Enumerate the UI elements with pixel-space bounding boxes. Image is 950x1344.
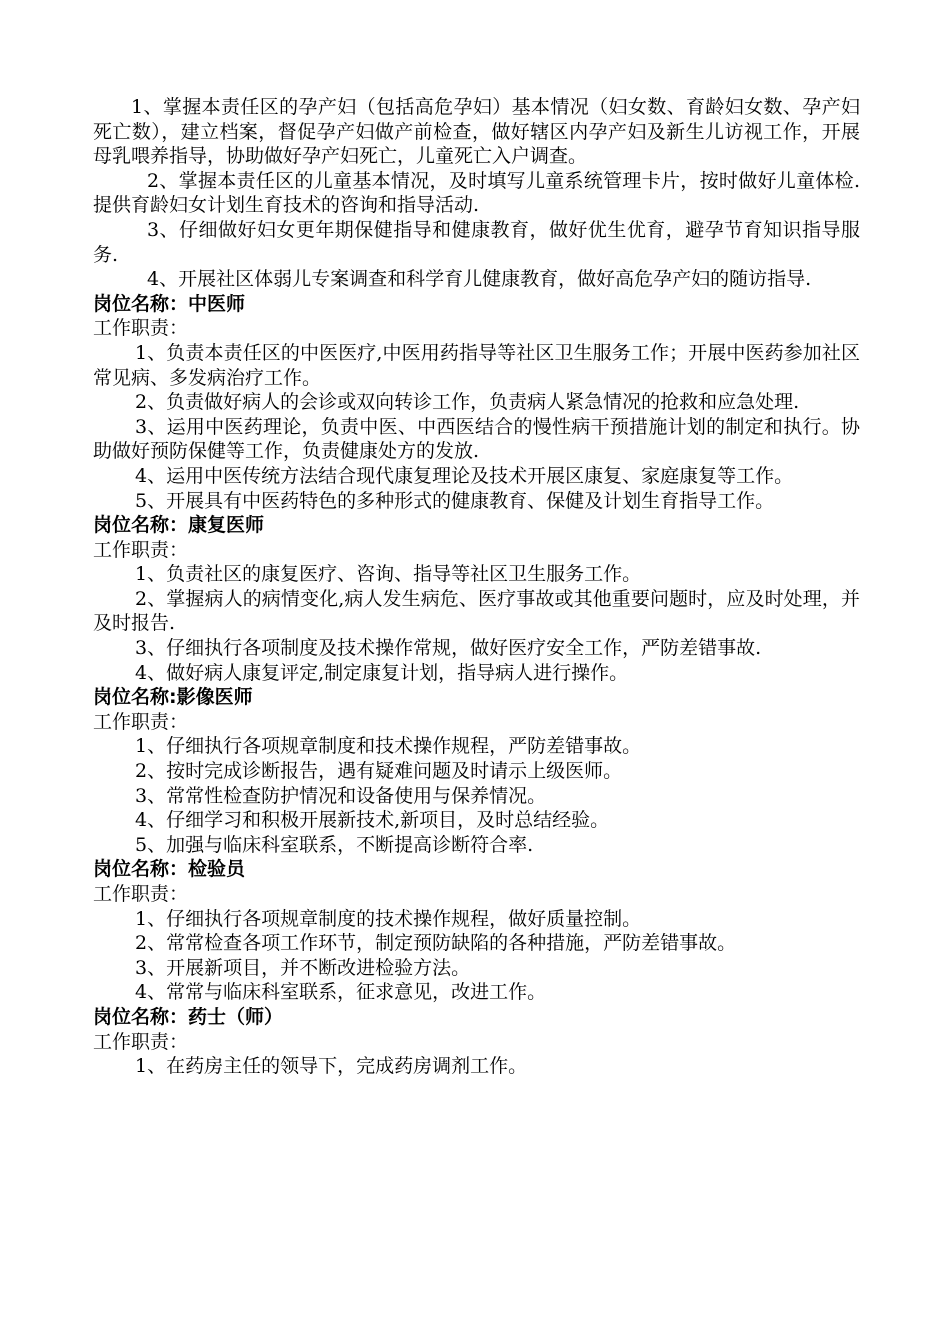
duty-label: 工作职责： (93, 317, 189, 340)
intro-paragraph-3: 3、仔细做好妇女更年期保健指导和健康教育，做好优生优育，避孕节育知识指导服务. (93, 218, 860, 266)
list-item: 4、仔细学习和积极开展新技术,新项目，及时总结经验。 (135, 809, 610, 832)
document-page (93, 95, 860, 1079)
list-item: 3、运用中医药理论，负责中医、中西医结合的慢性病干预措施计划的制定和执行。协助做好预防保健等工作，负责健康处方的发放. (93, 415, 860, 463)
section-title-lab: 岗位名称：检验员 (93, 858, 246, 881)
duty-label: 工作职责： (93, 1030, 189, 1053)
section-title-imaging: 岗位名称:影像医师 (93, 686, 253, 709)
section-title-pharmacist: 岗位名称：药士（师） (93, 1005, 284, 1028)
list-item: 1、负责本责任区的中医医疗,中医用药指导等社区卫生服务工作；开展中医药参加社区常见病、多发病治疗工作。 (93, 341, 860, 389)
duty-label: 工作职责： (93, 538, 189, 561)
intro-paragraph-2: 2、掌握本责任区的儿童基本情况，及时填写儿童系统管理卡片，按时做好儿童体检.提供育龄妇女计划生育技术的咨询和指导活动. (93, 169, 860, 217)
list-item: 4、运用中医传统方法结合现代康复理论及技术开展区康复、家庭康复等工作。 (135, 464, 794, 487)
intro-paragraph-4: 4、开展社区体弱儿专案调查和科学育儿健康教育，做好高危孕产妇的随访指导. (147, 268, 812, 291)
list-item: 3、仔细执行各项制度及技术操作常规，做好医疗安全工作，严防差错事故. (135, 637, 762, 660)
section-title-rehab: 岗位名称：康复医师 (93, 514, 265, 537)
list-item: 5、加强与临床科室联系，不断提高诊断符合率. (135, 833, 534, 856)
list-item: 5、开展具有中医药特色的多种形式的健康教育、保健及计划生育指导工作。 (135, 489, 775, 512)
list-item: 1、在药房主任的领导下，完成药房调剂工作。 (135, 1055, 528, 1078)
list-item: 3、常常性检查防护情况和设备使用与保养情况。 (135, 784, 547, 807)
list-item: 2、按时完成诊断报告，遇有疑难问题及时请示上级医师。 (135, 760, 623, 783)
list-item: 2、负责做好病人的会诊或双向转诊工作，负责病人紧急情况的抢救和应急处理. (135, 391, 800, 414)
list-item: 2、掌握病人的病情变化,病人发生病危、医疗事故或其他重要问题时，应及时处理，并及时报告. (93, 587, 860, 635)
duty-label: 工作职责： (93, 710, 189, 733)
list-item: 1、负责社区的康复医疗、咨询、指导等社区卫生服务工作。 (135, 563, 642, 586)
list-item: 2、常常检查各项工作环节，制定预防缺陷的各种措施，严防差错事故。 (135, 932, 737, 955)
duty-label: 工作职责： (93, 883, 189, 905)
list-item: 1、仔细执行各项规章制度和技术操作规程，严防差错事故。 (135, 735, 642, 758)
list-item: 4、做好病人康复评定,制定康复计划，指导病人进行操作。 (135, 661, 629, 684)
list-item: 4、常常与临床科室联系，征求意见，改进工作。 (135, 981, 547, 1004)
intro-paragraph-1: 1、掌握本责任区的孕产妇（包括高危孕妇）基本情况（妇女数、育龄妇女数、孕产妇死亡数），建立档案，督促孕产妇做产前检查，做好辖区内孕产妇及新生儿访视工作，开展母乳喂养指导，协助做好孕产妇死亡，儿童死亡入户调查。 (93, 96, 860, 168)
list-item: 1、仔细执行各项规章制度的技术操作规程，做好质量控制。 (135, 907, 642, 930)
section-title-tcm: 岗位名称：中医师 (93, 292, 246, 315)
list-item: 3、开展新项目，并不断改进检验方法。 (135, 956, 471, 979)
